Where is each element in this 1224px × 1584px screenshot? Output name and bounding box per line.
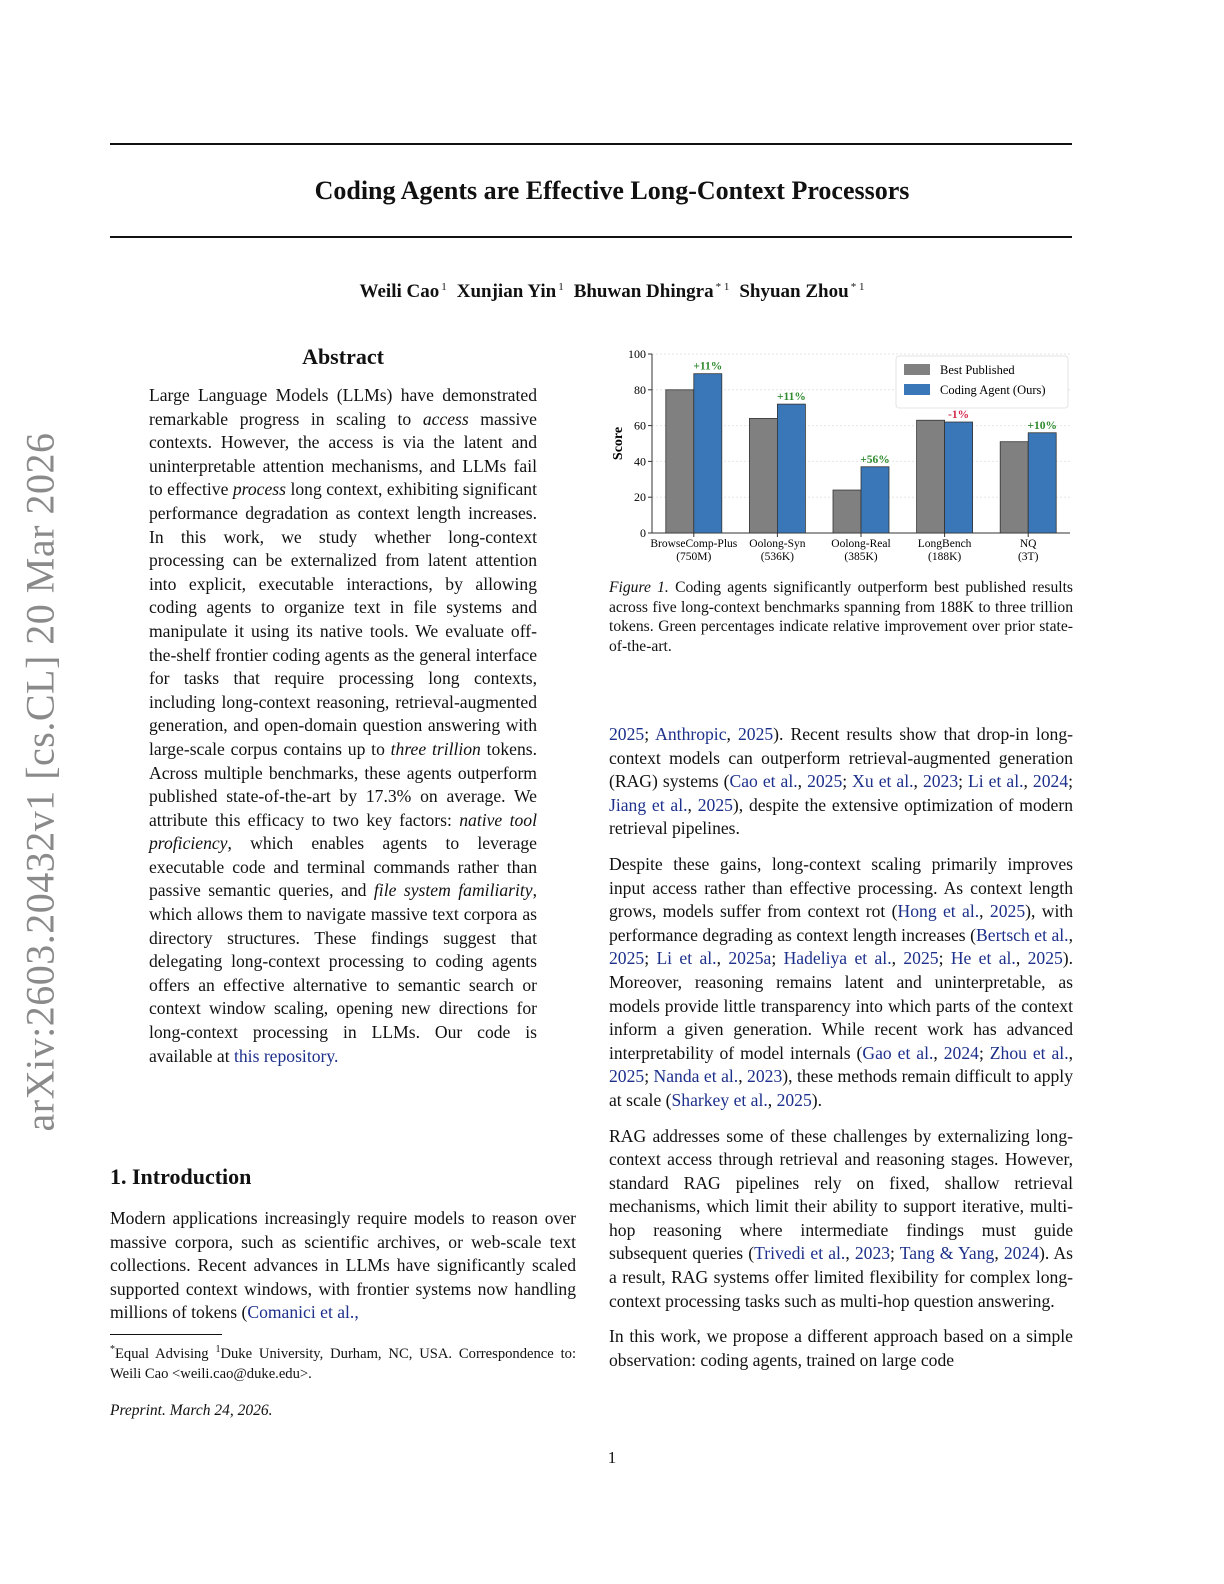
right-column-text xyxy=(609,723,1073,1372)
text-segment: , xyxy=(979,901,990,922)
text-segment: , xyxy=(738,1066,748,1087)
emphasis: file system familiarity xyxy=(373,880,533,901)
text-segment: Modern applications increasingly require models to reason over massive corpora, such as scientific archives, or web-scale text collections. Recent advances in LLMs have significantly scaled supported context windows, with frontier systems now handling millions of tokens ( xyxy=(110,1208,576,1323)
text-segment: , xyxy=(797,771,808,792)
text-segment: , xyxy=(1015,948,1028,969)
y-tick-label: 0 xyxy=(640,526,646,540)
emphasis: process xyxy=(232,479,286,500)
x-tick-sublabel: (536K) xyxy=(760,551,795,563)
bar-coding-agent xyxy=(694,374,722,533)
improvement-label: +11% xyxy=(693,360,723,373)
right-paragraph-1 xyxy=(609,723,1073,841)
abstract-segment: long context, exhibiting significant performance degradation as context length increases. In this work, we study whether long-context processing can be externalized from latent attention into explicit, executable interactions, by allowing coding agents to organize text in file systems and manipulate it using its native tools. We evaluate off-the-shelf frontier coding agents as the general interface for tasks that require processing long contexts, including long-context reasoning, retrieval-augmented generation, and open-domain question answering with large-scale corpus contains up to xyxy=(149,479,537,759)
x-tick-sublabel: (188K) xyxy=(927,551,962,563)
y-tick-label: 40 xyxy=(634,454,646,469)
bar-coding-agent xyxy=(861,467,889,533)
citation-link[interactable]: Li et al. xyxy=(656,948,717,969)
footnote xyxy=(110,1340,576,1384)
text-segment: , xyxy=(891,948,904,969)
author-name: Weili Cao xyxy=(359,281,440,302)
text-segment: ). As a result, RAG systems offer limited flexibility for complex long-context processing tasks such as multi-hop question answering. xyxy=(609,1243,1073,1311)
paper-title: Coding Agents are Effective Long-Context Processors xyxy=(314,176,910,205)
y-tick-label: 80 xyxy=(634,382,646,397)
author xyxy=(739,281,864,302)
text-segment: , xyxy=(767,1089,777,1110)
citation-link[interactable]: 2025 xyxy=(776,1089,812,1110)
footnote-rule xyxy=(110,1334,222,1335)
text-segment: ; xyxy=(938,948,951,969)
intro-paragraph xyxy=(110,1207,576,1325)
affiliation-mark: 1 xyxy=(558,281,564,293)
text-segment: ; xyxy=(644,724,656,744)
citation-link[interactable]: Gao et al. xyxy=(862,1042,934,1063)
citation-link[interactable]: Hadeliya et al. xyxy=(783,948,892,969)
bar-best-published xyxy=(917,420,945,533)
affiliation-mark: * 1 xyxy=(850,281,865,293)
text-segment: Despite these gains, long-context scaling primarily improves input access rather than effective processing. As context length grows, models suffer from context rot ( xyxy=(609,853,1073,922)
text-segment: , xyxy=(687,794,698,815)
emphasis: native tool proficiency xyxy=(149,809,537,854)
footnote-text: Duke University, Durham, NC, USA. Correspondence to: Weili Cao <weili.cao@duke.edu>. xyxy=(110,1345,576,1382)
citation-link[interactable]: Xu et al. xyxy=(852,771,914,792)
citation-link[interactable]: 2024 xyxy=(1003,1243,1040,1264)
citation-link[interactable]: 2025 xyxy=(609,724,645,744)
bar-best-published xyxy=(666,390,694,533)
citation-link[interactable]: Sharkey et al. xyxy=(671,1089,768,1110)
citation-link[interactable]: Tang & Yang xyxy=(899,1243,995,1264)
y-tick-label: 20 xyxy=(634,490,646,505)
text-segment: ), despite the extensive optimization of modern retrieval pipelines. xyxy=(609,794,1074,839)
author-name: Shyuan Zhou xyxy=(739,281,849,302)
author-name: Xunjian Yin xyxy=(456,281,557,302)
x-tick-sublabel: (385K) xyxy=(844,551,878,563)
legend-swatch xyxy=(904,384,930,395)
emphasis: three trillion xyxy=(390,738,481,759)
bar-coding-agent xyxy=(777,404,805,533)
abstract-segment: massive contexts. However, the access is via the latent and uninterpretable attention mechanisms, and LLMs fail to effective xyxy=(149,408,537,500)
title-rule-bottom xyxy=(110,236,1072,238)
abstract-segment: , which allows them to navigate massive text corpora as directory structures. These findings suggest that delegating long-context processing to coding agents offers an effective alternative to semantic search or context window scaling, opening new directions for long-context processing in LLMs. Our code is available at xyxy=(149,880,537,1066)
text-segment: ), with performance degrading as context length increases ( xyxy=(609,901,1074,945)
citation-link[interactable]: 2023 xyxy=(747,1066,783,1087)
figure-1-bar-chart xyxy=(602,340,1080,568)
caption-text: Coding agents significantly outperform best published results across five long-context benchmarks spanning from 188K to three trillion tokens. Green percentages indicate relative improvement over prior state-of-the-art. xyxy=(609,579,1073,655)
title-rule-top xyxy=(110,143,1072,145)
citation-link[interactable]: 2025 xyxy=(737,724,774,744)
text-segment: , xyxy=(1023,771,1033,792)
citation-link[interactable]: Li et al. xyxy=(968,771,1024,792)
bar-best-published xyxy=(749,418,777,533)
citation-link[interactable]: Anthropic xyxy=(655,724,727,744)
abstract-segment: tokens. Across multiple benchmarks, these agents outperform published state-of-the-art by 17.3% on average. We attribute this efficacy to two key factors: xyxy=(149,738,537,830)
x-tick-label: LongBench xyxy=(917,538,972,550)
author xyxy=(574,281,730,302)
bar-coding-agent xyxy=(1028,433,1056,533)
improvement-label: +11% xyxy=(776,391,806,404)
legend-label: Best Published xyxy=(940,363,1015,377)
text-segment: , xyxy=(726,724,738,744)
y-tick-label: 60 xyxy=(634,418,646,433)
text-segment: , xyxy=(845,1243,855,1264)
citation-link[interactable]: 2025 xyxy=(903,948,939,969)
citation-link[interactable]: 2025 xyxy=(609,948,645,969)
footnote-mark: 1 xyxy=(215,1344,221,1355)
author xyxy=(457,281,564,302)
text-segment: ; xyxy=(771,948,784,969)
footnote-text: Equal Advising xyxy=(115,1345,216,1362)
author xyxy=(360,281,447,302)
bar-best-published xyxy=(833,490,861,533)
text-segment: ; xyxy=(890,1243,900,1264)
text-segment: ). xyxy=(811,1089,823,1110)
preprint-note: Preprint. March 24, 2026. xyxy=(110,1402,273,1419)
citation-link[interactable]: 2024 xyxy=(1032,771,1069,792)
abstract-text xyxy=(149,384,537,1068)
citation-link[interactable]: Comanici et al., xyxy=(247,1302,359,1323)
text-segment: ; xyxy=(978,1042,990,1063)
citation-link[interactable]: Bertsch et al. xyxy=(976,924,1069,945)
citation-link[interactable]: Cao et al. xyxy=(729,771,798,792)
arxiv-identifier: arXiv:2603.20432v1 [cs.CL] 20 Mar 2026 xyxy=(17,432,63,1132)
x-tick-sublabel: (750M) xyxy=(676,551,712,563)
emphasis: access xyxy=(422,408,469,429)
citation-link[interactable]: 2023 xyxy=(922,771,959,792)
text-segment: , xyxy=(933,1042,944,1063)
citation-link[interactable]: Trivedi et al. xyxy=(754,1243,846,1264)
x-tick-label: NQ xyxy=(1019,538,1037,550)
text-segment: , xyxy=(1068,1042,1074,1063)
x-tick-label: Oolong-Syn xyxy=(749,538,806,550)
footnote-mark: * xyxy=(110,1344,115,1355)
improvement-label: +10% xyxy=(1027,419,1057,432)
text-segment: ), these methods remain difficult to apply at scale ( xyxy=(609,1066,1073,1110)
text-segment: , xyxy=(994,1243,1004,1264)
text-segment: , xyxy=(716,948,729,969)
affiliation-mark: 1 xyxy=(441,281,447,293)
text-segment: RAG addresses some of these challenges by externalizing long-context access through retrieval and reasoning stages. However, standard RAG pipelines rely on fixed, shallow retrieval mechanisms, which limit their ability to support iterative, multi-hop reasoning where intermediate findings must guide subsequent queries ( xyxy=(609,1125,1073,1264)
legend-swatch xyxy=(904,364,930,375)
citation-link[interactable]: 2023 xyxy=(854,1243,891,1264)
bar-best-published xyxy=(1000,442,1028,533)
citation-link[interactable]: 2025a xyxy=(728,948,772,969)
text-segment: , xyxy=(913,771,923,792)
bar-coding-agent xyxy=(945,422,973,533)
citation-link[interactable]: 2024 xyxy=(943,1042,979,1063)
text-segment: ; xyxy=(644,948,657,969)
abstract-heading: Abstract xyxy=(302,344,384,369)
citation-link[interactable]: Nanda et al. xyxy=(653,1066,739,1087)
citation-link[interactable]: 2025 xyxy=(989,901,1026,922)
right-paragraph-3 xyxy=(609,1125,1073,1314)
improvement-label: -1% xyxy=(948,409,970,422)
repository-link[interactable]: this repository. xyxy=(234,1045,339,1066)
abstract-segment: , which enables agents to leverage executable code and terminal commands rather than passive semantic queries, and xyxy=(149,833,537,901)
text-segment: , xyxy=(1068,924,1073,945)
caption-label: Figure 1. xyxy=(609,579,669,596)
citation-link[interactable]: 2025 xyxy=(807,771,843,792)
citation-link[interactable]: Hong et al. xyxy=(897,901,980,922)
x-tick-label: Oolong-Real xyxy=(831,538,891,550)
text-segment: ; xyxy=(958,771,969,792)
page-number: 1 xyxy=(607,1448,617,1467)
author-name: Bhuwan Dhingra xyxy=(573,281,714,302)
text-segment: ; xyxy=(842,771,853,792)
section-heading-introduction: 1. Introduction xyxy=(110,1164,252,1189)
citation-link[interactable]: 2025 xyxy=(609,1066,645,1087)
citation-link[interactable]: Zhou et al. xyxy=(989,1042,1069,1063)
citation-link[interactable]: 2025 xyxy=(1027,948,1063,969)
y-axis-label: Score xyxy=(611,426,626,461)
legend-label: Coding Agent (Ours) xyxy=(940,383,1046,397)
x-tick-label: BrowseComp-Plus xyxy=(650,538,738,550)
right-paragraph-4: In this work, we propose a different approach based on a simple observation: coding agents, trained on large code xyxy=(609,1326,1073,1370)
abstract-segment: Large Language Models (LLMs) have demonstrated remarkable progress in scaling to xyxy=(149,385,537,429)
text-segment: ; xyxy=(1068,771,1073,792)
figure-1-caption xyxy=(609,578,1073,656)
citation-link[interactable]: Jiang et al. xyxy=(609,794,688,815)
citation-link[interactable]: He et al. xyxy=(950,948,1016,969)
x-tick-sublabel: (3T) xyxy=(1017,551,1039,563)
y-tick-label: 100 xyxy=(628,347,646,361)
text-segment: ; xyxy=(644,1066,654,1087)
affiliation-mark: * 1 xyxy=(715,281,730,293)
improvement-label: +56% xyxy=(860,453,890,466)
right-paragraph-2 xyxy=(609,853,1073,1113)
text-segment: ). Moreover, reasoning remains latent and uninterpretable, as models provide little transparency into which parts of the context inform a given generation. While recent work has advanced interpretability of model internals ( xyxy=(609,948,1074,1063)
author-list xyxy=(0,281,1224,303)
text-segment: ). Recent results show that drop-in long-context models can outperform retrieval-augmented generation (RAG) systems ( xyxy=(609,724,1074,792)
citation-link[interactable]: 2025 xyxy=(697,794,733,815)
